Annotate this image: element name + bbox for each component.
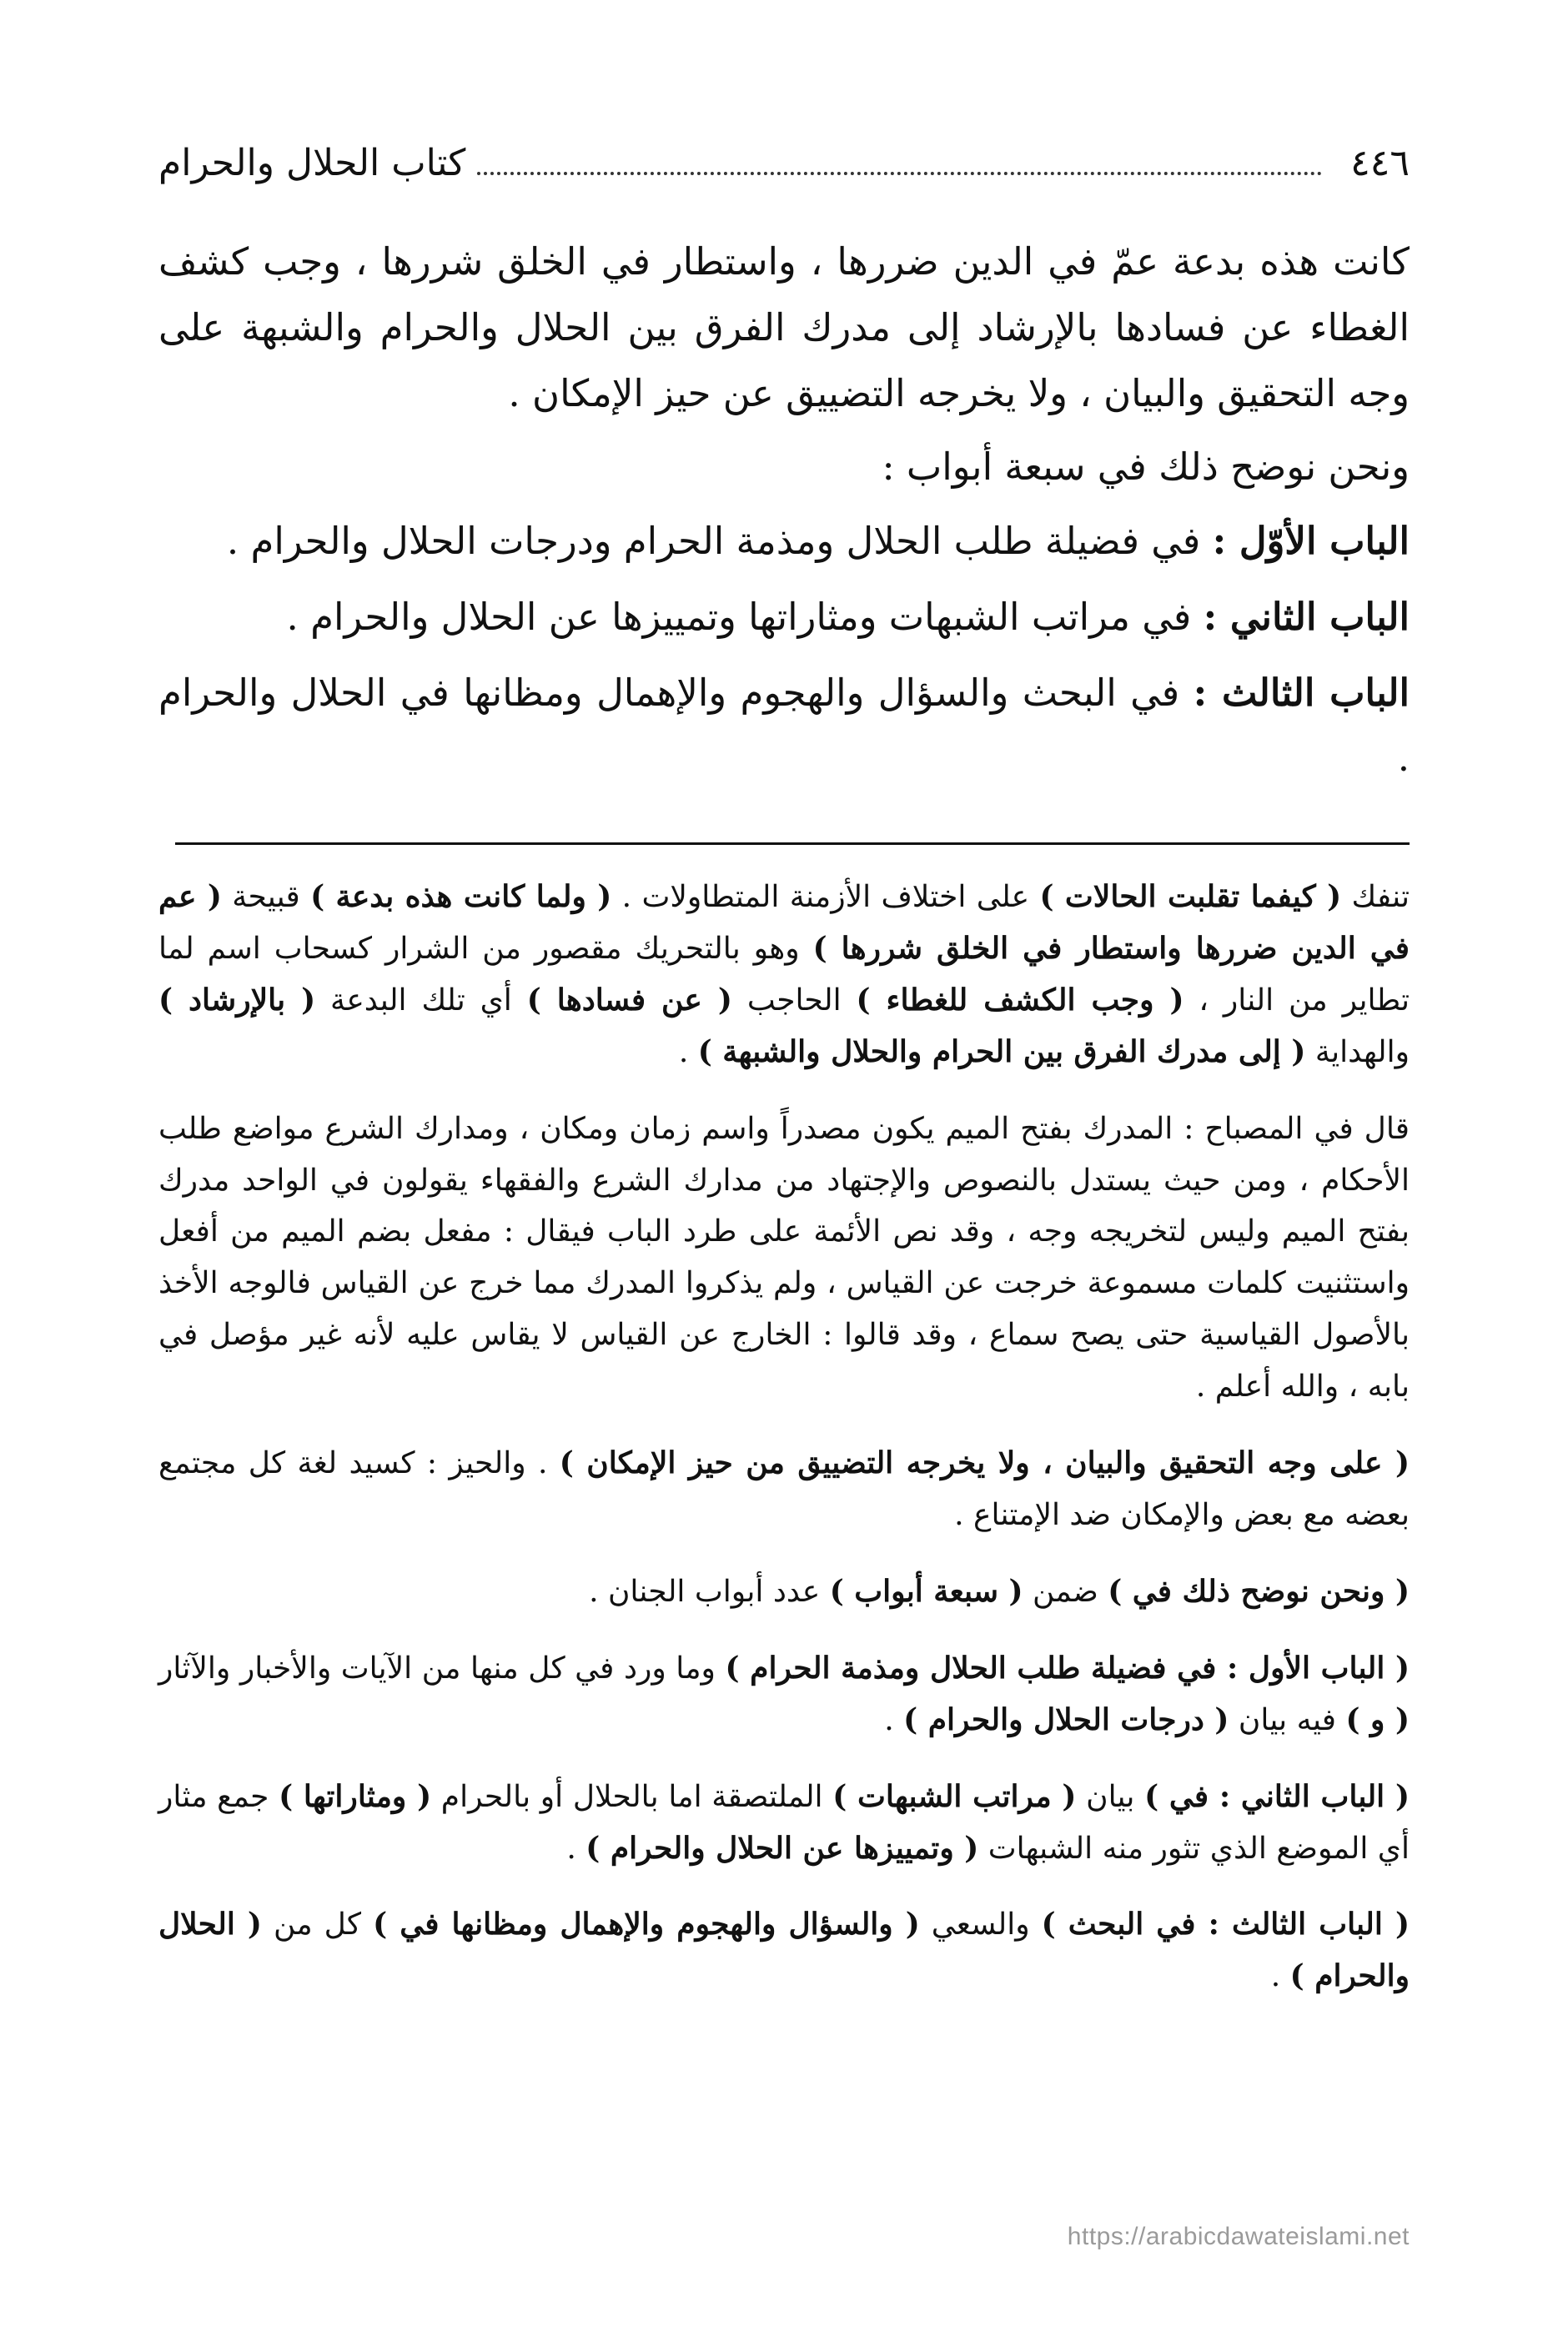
watermark-url: https://arabicdawateislami.net xyxy=(1067,2223,1410,2250)
commentary-text: . xyxy=(566,1831,586,1866)
commentary-text: تنفك xyxy=(1341,880,1410,914)
commentary-text: ضمن xyxy=(1023,1574,1108,1609)
commentary-paragraph-1 xyxy=(158,872,1410,1078)
footnote-divider xyxy=(175,842,1410,845)
commentary-quote: ( الباب الأول : في فضيلة طلب الحلال ومذمة الحرام ) xyxy=(725,1650,1410,1686)
commentary-paragraph-3 xyxy=(158,1438,1410,1541)
commentary-quote: ( ونحن نوضح ذلك في ) xyxy=(1108,1573,1410,1609)
intro-paragraph: كانت هذه بدعة عمّ في الدين ضررها ، واستطار في الخلق شررها ، وجب كشف الغطاء عن فسادها بالإرشاد إلى مدرك الفرق بين الحلال والحرام والشبهة على وجه التحقيق والبيان ، ولا يخرجه التضييق عن حيز الإمكان . xyxy=(158,239,1410,415)
chapter-3-name: الباب الثالث : xyxy=(1193,670,1410,715)
chapter-3 xyxy=(158,661,1410,792)
main-text xyxy=(158,229,1410,802)
commentary-quote: ( والسؤال والهجوم والإهمال ومظانها في ) xyxy=(373,1907,920,1942)
commentary-quote: ( مراتب الشبهات ) xyxy=(832,1778,1077,1814)
commentary-paragraph-4 xyxy=(158,1566,1410,1618)
commentary-text: الملتصقة اما بالحلال أو بالحرام xyxy=(431,1779,833,1814)
commentary-text: جمع مثار أي الموضع الذي تثور منه الشبهات xyxy=(158,1779,1410,1866)
commentary-paragraph-7 xyxy=(158,1899,1410,2003)
commentary-quote: ( سبعة أبواب ) xyxy=(829,1573,1023,1609)
commentary-quote: ( درجات الحلال والحرام ) xyxy=(903,1701,1229,1737)
running-title: كتاب الحلال والحرام xyxy=(158,141,466,184)
chapter-3-text: في البحث والسؤال والهجوم والإهمال ومظانها في الحلال والحرام . xyxy=(158,670,1410,781)
commentary-quote: ( عم في الدين ضررها واستطار في الخلق شررها ) xyxy=(158,879,1410,966)
commentary-quote: ( وتمييزها عن الحلال والحرام ) xyxy=(585,1830,979,1866)
commentary-text: . xyxy=(678,1034,698,1069)
commentary-text: فيه بيان xyxy=(1229,1702,1346,1737)
chapter-2 xyxy=(158,585,1410,651)
commentary-text: . xyxy=(884,1702,904,1737)
commentary-text: وهو بالتحريك مقصور من الشرار كسحاب اسم لما تطاير من النار ، xyxy=(158,931,1410,1018)
commentary-quote: ( وجب الكشف للغطاء ) xyxy=(856,982,1184,1018)
page-header xyxy=(158,125,1410,183)
sections-intro: ونحن نوضح ذلك في سبعة أبواب : xyxy=(882,445,1410,490)
commentary-text: والسعي xyxy=(919,1907,1042,1942)
commentary-text: عدد أبواب الجنان . xyxy=(589,1574,830,1609)
commentary-quote: ( الباب الثالث : في البحث ) xyxy=(1041,1907,1410,1942)
commentary-quote: ( على وجه التحقيق والبيان ، ولا يخرجه التضييق من حيز الإمكان ) xyxy=(559,1445,1410,1481)
commentary-quote: ( الباب الثاني : في ) xyxy=(1144,1778,1410,1814)
chapter-1-name: الباب الأوّل : xyxy=(1212,519,1410,563)
chapter-2-name: الباب الثاني : xyxy=(1203,594,1410,639)
commentary-text: كل من xyxy=(261,1907,374,1942)
commentary-quote: ( ولما كانت هذه بدعة ) xyxy=(310,879,612,914)
commentary-quote: ( عن فسادها ) xyxy=(526,982,732,1018)
commentary-text: قبيحة xyxy=(221,880,311,914)
commentary xyxy=(158,872,1410,2028)
commentary-text: على اختلاف الأزمنة المتطاولات . xyxy=(611,880,1040,914)
commentary-text: الحاجب xyxy=(731,983,857,1018)
commentary-text: . والحيز : كسيد لغة كل مجتمع بعضه مع بعض والإمكان ضد الإمتناع . xyxy=(158,1446,1410,1532)
commentary-paragraph-6 xyxy=(158,1772,1410,1875)
commentary-quote: ( ومثاراتها ) xyxy=(279,1778,432,1814)
commentary-text: والهداية xyxy=(1305,1034,1410,1069)
commentary-text: . xyxy=(1270,1959,1290,1994)
commentary-text: وما ورد في كل منها من الآيات والأخبار والآثار xyxy=(158,1651,726,1686)
commentary-quote: ( الحلال والحرام ) xyxy=(158,1907,1410,1994)
chapter-1 xyxy=(158,509,1410,575)
chapter-2-text: في مراتب الشبهات ومثاراتها وتمييزها عن الحلال والحرام . xyxy=(286,594,1204,639)
commentary-quote: ( بالإرشاد ) xyxy=(158,982,316,1018)
commentary-quote: ( و ) xyxy=(1345,1701,1410,1737)
commentary-quote: ( كيفما تقلبت الحالات ) xyxy=(1039,879,1342,914)
header-dot-leader xyxy=(477,155,1322,175)
commentary-paragraph-5 xyxy=(158,1643,1410,1746)
page-number: ٤٤٦ xyxy=(1350,141,1410,184)
commentary-quote: ( إلى مدرك الفرق بين الحرام والحلال والشبهة ) xyxy=(697,1033,1306,1069)
commentary-text: أي تلك البدعة xyxy=(315,983,527,1018)
commentary-paragraph-2: قال في المصباح : المدرك بفتح الميم يكون مصدراً واسم زمان ومكان ، ومدارك الشرع مواضع طلب الأحكام ، ومن حيث يستدل بالنصوص والإجتهاد من مدارك الشرع والفقهاء يقولون في الواحد مدرك بفتح الميم وليس لتخريجه وجه ، وقد نص الأئمة على طرد الباب فيقال : مفعل بضم الميم من أفعل واستثنيت كلمات مسموعة خرجت عن القياس ، ولم يذكروا المدرك مما خرج عن القياس فالوجه الأخذ بالأصول القياسية حتى يصح سماع ، وقد قالوا : الخارج عن القياس لا يقاس عليه لأنه غير مؤصل في بابه ، والله أعلم . xyxy=(158,1111,1410,1405)
chapter-1-text: في فضيلة طلب الحلال ومذمة الحرام ودرجات الحلال والحرام . xyxy=(226,519,1213,563)
commentary-text: بيان xyxy=(1076,1779,1145,1814)
